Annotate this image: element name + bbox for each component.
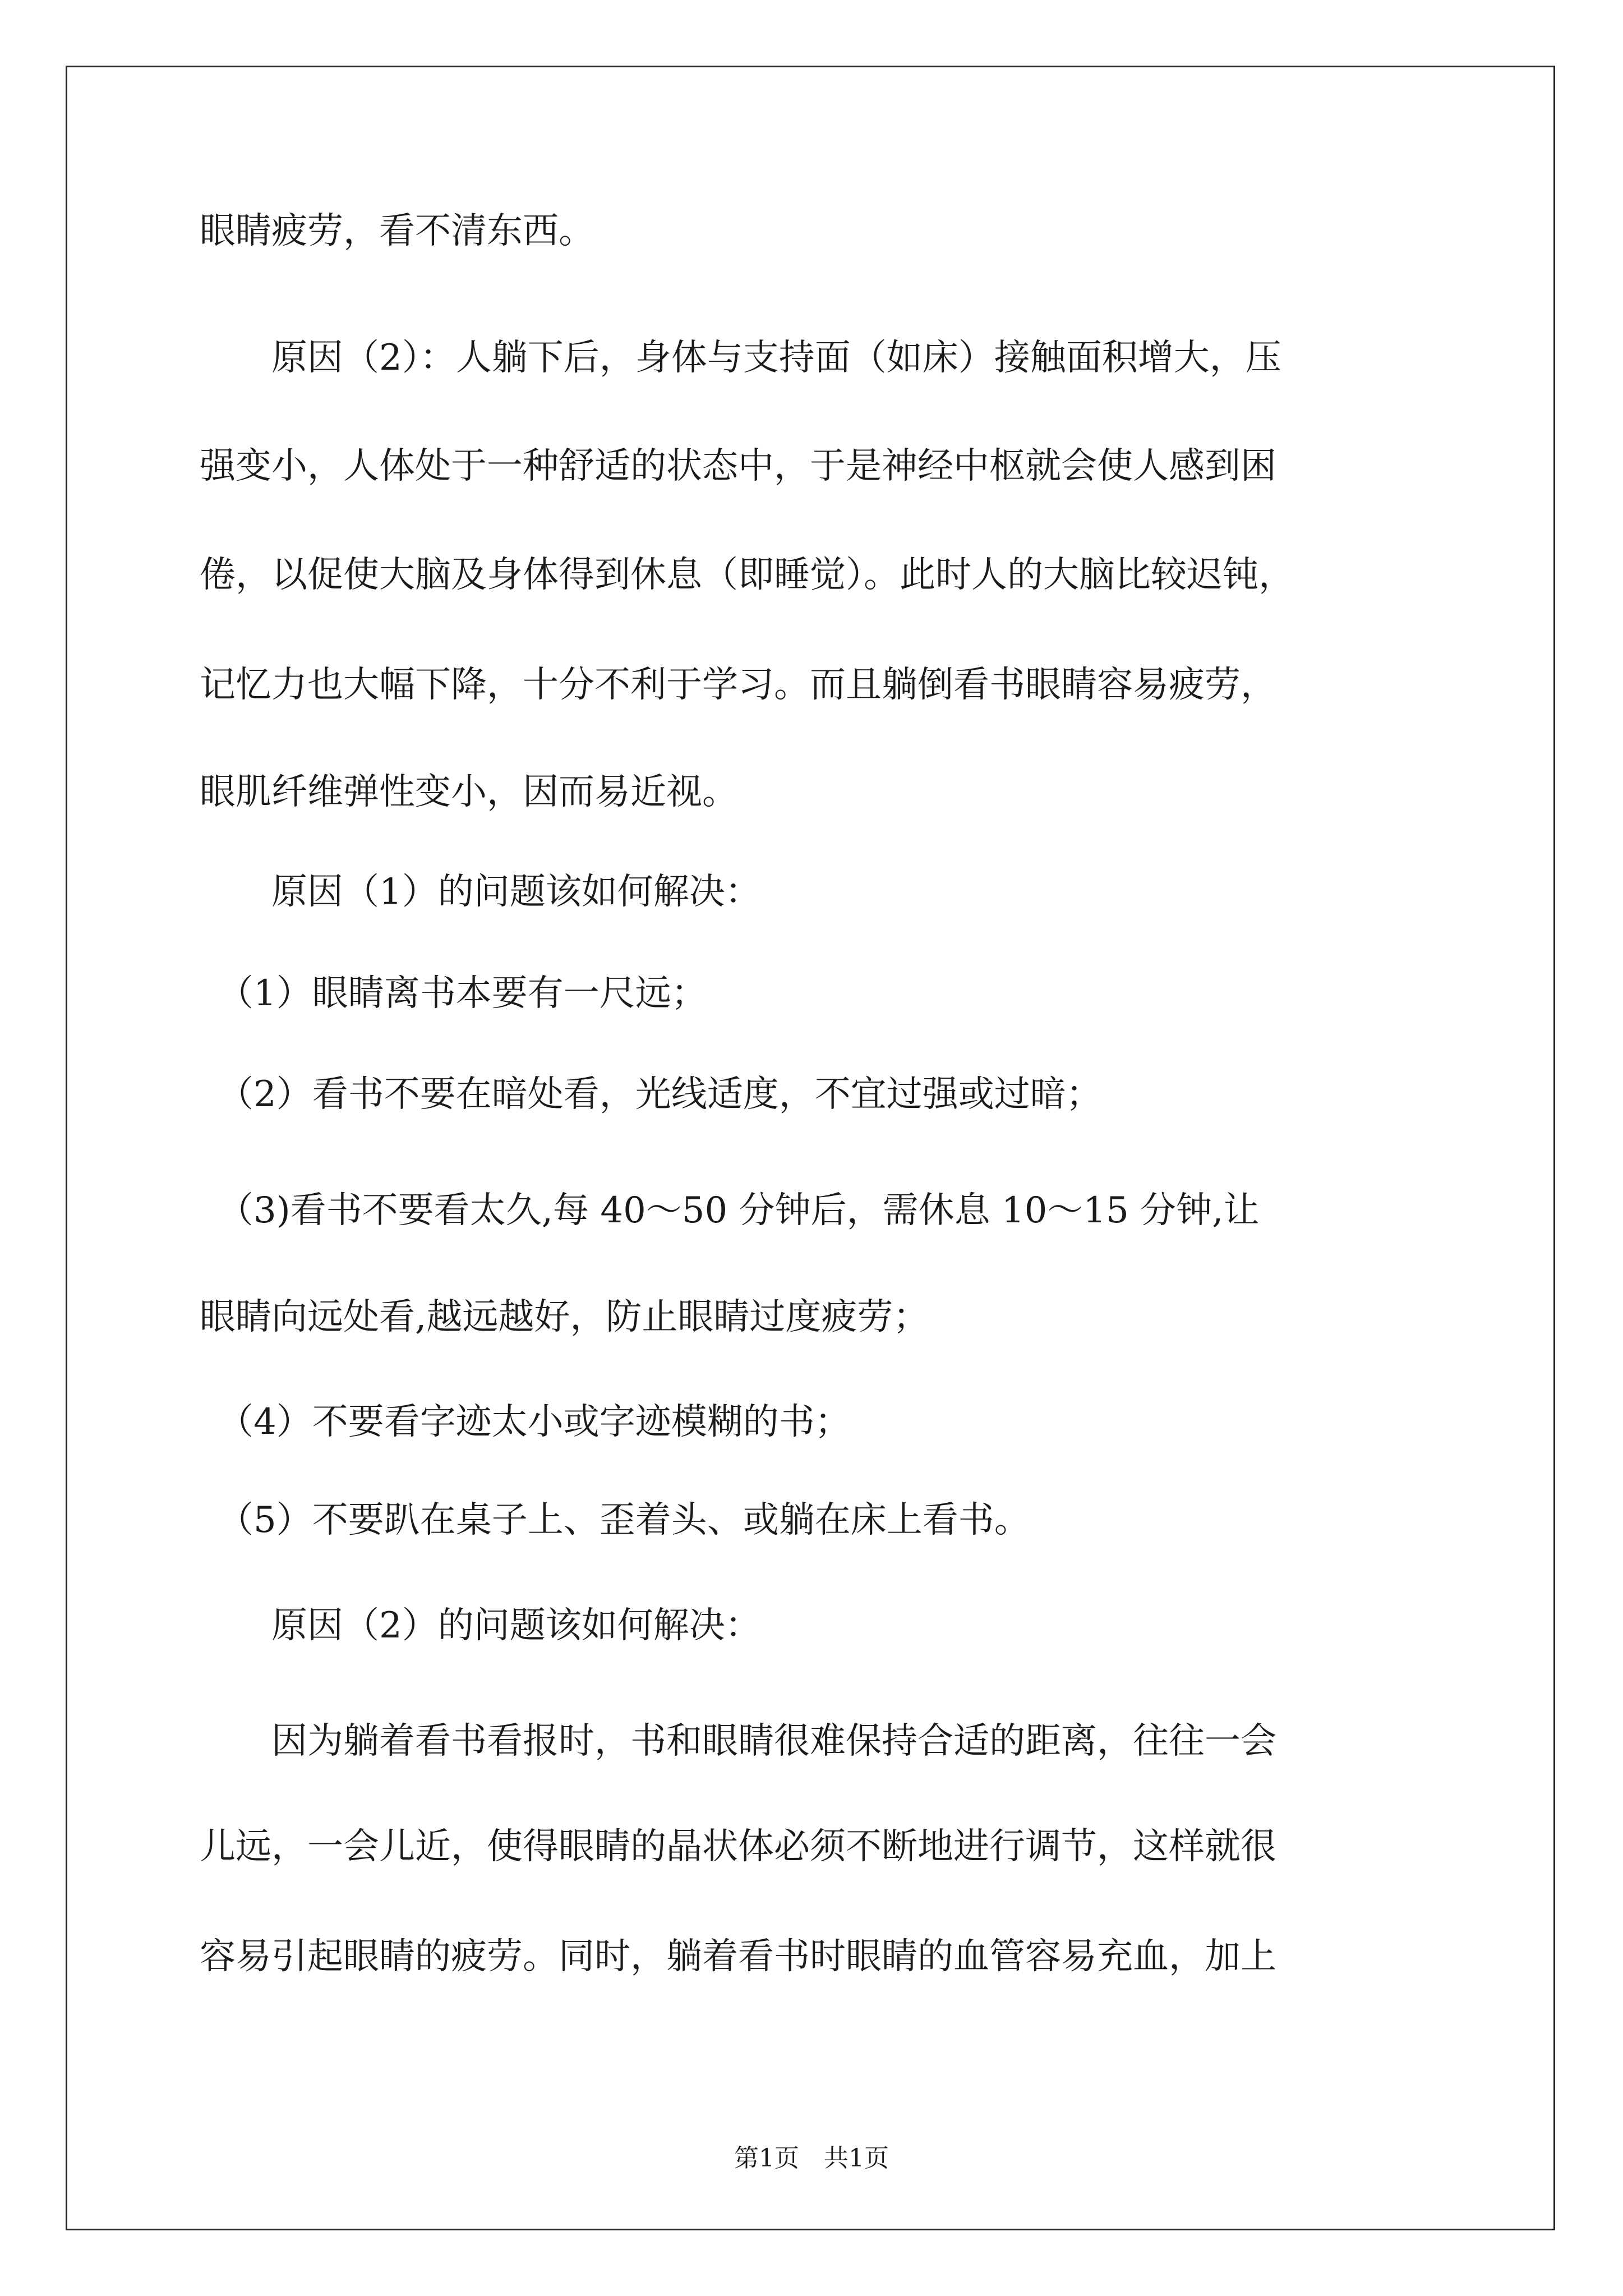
text-line: 容易引起眼睛的疲劳。同时，躺着看书时眼睛的血管容易充血，加上	[200, 1936, 1276, 1977]
text-line: （2）看书不要在暗处看，光线适度，不宜过强或过暗；	[200, 1074, 1102, 1115]
text-line: （3)看书不要看太久,每 40～50 分钟后，需休息 10～15 分钟,让	[200, 1190, 1260, 1231]
page-border	[66, 66, 1555, 2230]
text-line: （4）不要看字迹太小或字迹模糊的书；	[200, 1401, 851, 1443]
text-line: 因为躺着看书看报时，书和眼睛很难保持合适的距离，往往一会	[200, 1720, 1276, 1762]
text-line: 原因（1）的问题该如何解决：	[200, 871, 761, 913]
text-line: 眼睛向远处看,越远越好，防止眼睛过度疲劳；	[200, 1296, 929, 1338]
text-line: 倦，以促使大脑及身体得到休息（即睡觉）。此时人的大脑比较迟钝，	[200, 554, 1294, 596]
text-line: 眼睛疲劳，看不清东西。	[200, 210, 594, 252]
text-line: 儿远，一会儿近，使得眼睛的晶状体必须不断地进行调节，这样就很	[200, 1826, 1276, 1867]
text-line: 原因（2）：人躺下后，身体与支持面（如床）接触面积增大，压	[200, 337, 1281, 379]
text-line: 强变小，人体处于一种舒适的状态中，于是神经中枢就会使人感到困	[200, 445, 1276, 487]
text-line: 原因（2）的问题该如何解决：	[200, 1605, 761, 1646]
page-number: 第1页 共1页	[734, 2144, 889, 2173]
text-line: （5）不要趴在桌子上、歪着头、或躺在床上看书。	[200, 1499, 1030, 1541]
text-line: （1）眼睛离书本要有一尺远；	[200, 973, 707, 1014]
text-line: 眼肌纤维弹性变小，因而易近视。	[200, 771, 738, 813]
text-line: 记忆力也大幅下降，十分不利于学习。而且躺倒看书眼睛容易疲劳，	[200, 664, 1276, 706]
